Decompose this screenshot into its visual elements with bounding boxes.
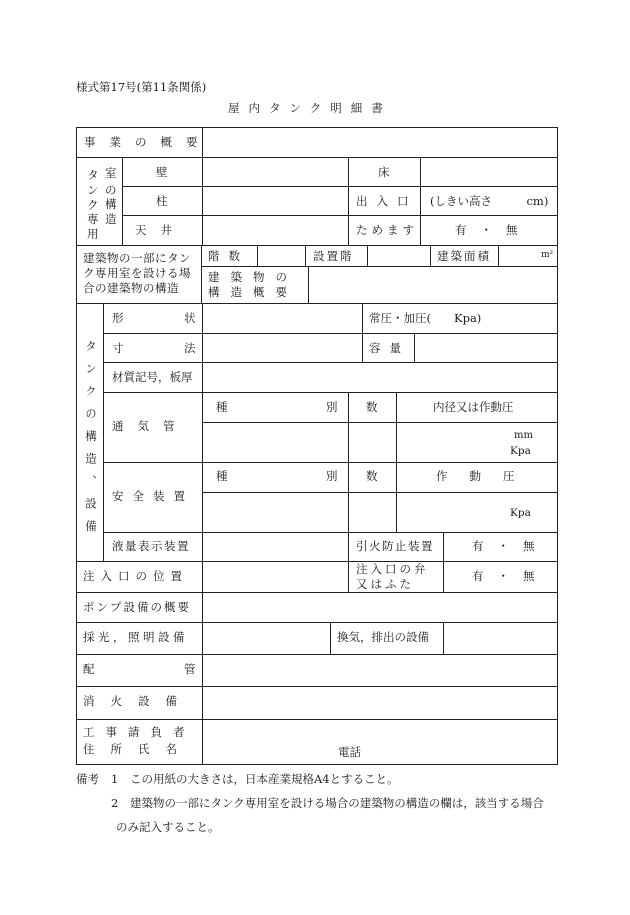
note-2-text-line2: のみ記入すること。 bbox=[116, 820, 220, 834]
building-part-label: 建築物の一部にタンク専用室を設ける場合の建築物の構造 bbox=[83, 251, 191, 295]
grid-line bbox=[76, 719, 558, 720]
unit-kpa-safety: Kpa bbox=[510, 507, 531, 519]
inlet-position-label: 注入口の位置 bbox=[83, 569, 188, 583]
grid-line bbox=[330, 622, 331, 654]
contractor-address-label: 住所氏名 bbox=[83, 742, 193, 756]
grid-line bbox=[76, 686, 558, 687]
note-1-number: 1 bbox=[111, 772, 119, 786]
page-title: 屋内タンク明細書 bbox=[228, 101, 392, 115]
install-floor-label: 設置階 bbox=[313, 249, 354, 263]
grid-line bbox=[348, 392, 349, 532]
grid-line bbox=[202, 422, 558, 423]
grid-line bbox=[202, 492, 558, 493]
grid-line bbox=[414, 333, 415, 362]
level-indicator-label: 液量表示装置 bbox=[112, 539, 190, 553]
pillar-label: 柱 bbox=[156, 194, 168, 208]
fire-equipment-label: 消火設備 bbox=[83, 694, 193, 708]
grid-line bbox=[122, 215, 558, 216]
ceiling-label: 天井 bbox=[135, 223, 186, 237]
vent-count-label: 数 bbox=[366, 400, 378, 414]
grid-line bbox=[202, 303, 203, 764]
capacity-label: 容量 bbox=[369, 341, 410, 355]
notes-label: 備考 bbox=[76, 772, 99, 786]
grid-line bbox=[430, 245, 431, 266]
grid-line bbox=[308, 266, 309, 303]
reservoir-label: ためます bbox=[356, 223, 418, 237]
tank-structure-label: タンクの構造、設備 bbox=[84, 340, 98, 543]
form-number: 様式第17号(第11条関係) bbox=[76, 80, 207, 94]
material-label: 材質記号，板厚 bbox=[112, 370, 193, 384]
ventilation-label: 換気，排出の設備 bbox=[337, 630, 429, 644]
grid-line bbox=[103, 362, 558, 363]
safety-count-label: 数 bbox=[366, 469, 378, 483]
inlet-valve-label: 注入口の弁又はふた bbox=[356, 562, 429, 591]
grid-line bbox=[76, 561, 558, 562]
grid-line bbox=[103, 532, 558, 533]
building-area-label: 建築面積 bbox=[437, 249, 491, 263]
shape-label-2: 状 bbox=[184, 311, 196, 325]
vent-pipe-label: 通気管 bbox=[112, 419, 189, 433]
table-border-right bbox=[557, 127, 558, 764]
grid-line bbox=[367, 245, 368, 266]
grid-line bbox=[348, 532, 349, 592]
grid-line bbox=[76, 303, 558, 304]
grid-line bbox=[103, 333, 558, 334]
grid-line bbox=[76, 654, 558, 655]
note-1-text: この用紙の大きさは，日本産業規格A4とすること。 bbox=[130, 772, 399, 786]
grid-line bbox=[76, 245, 558, 246]
dimension-label: 寸 bbox=[112, 341, 124, 355]
unit-kpa-vent: Kpa bbox=[510, 445, 531, 457]
note-2-text-line1: 建築物の一部にタンク専用室を設ける場合の建築物の構造の欄は，該当する場合 bbox=[130, 796, 544, 810]
grid-line bbox=[76, 157, 558, 158]
ignition-yes-no: 有・無 bbox=[472, 539, 549, 553]
safety-kind-label-2: 別 bbox=[326, 469, 338, 483]
wall-label: 壁 bbox=[156, 165, 168, 179]
unit-mm: mm bbox=[514, 430, 533, 441]
entrance-value: (しきい高さ cm) bbox=[430, 194, 549, 208]
grid-line bbox=[122, 157, 123, 245]
grid-line bbox=[305, 245, 306, 266]
grid-line bbox=[122, 186, 558, 187]
diameter-pressure-label: 内径又は作動圧 bbox=[433, 400, 514, 414]
grid-line bbox=[103, 462, 558, 463]
floor-label: 床 bbox=[378, 165, 390, 179]
grid-line bbox=[348, 157, 349, 245]
vent-kind-label-2: 別 bbox=[326, 400, 338, 414]
pump-outline-label: ポンプ設備の概要 bbox=[83, 600, 191, 614]
grid-line bbox=[202, 266, 558, 267]
grid-line bbox=[362, 303, 363, 362]
floors-label: 階数 bbox=[208, 249, 249, 263]
phone-label: 電話 bbox=[338, 745, 361, 759]
inlet-yes-no: 有・無 bbox=[472, 569, 549, 583]
table-border-bottom bbox=[76, 764, 558, 765]
grid-line bbox=[201, 245, 202, 303]
piping-label-2: 管 bbox=[184, 662, 196, 676]
lighting-label: 採光，照明設備 bbox=[83, 630, 188, 644]
business-outline-label: 事業の概要 bbox=[84, 135, 212, 149]
grid-line bbox=[443, 532, 444, 592]
contractor-label: 工事請負者 bbox=[83, 725, 196, 739]
grid-line bbox=[396, 392, 397, 532]
grid-line bbox=[76, 622, 558, 623]
operating-pressure-label: 作動圧 bbox=[436, 469, 537, 483]
grid-line bbox=[257, 245, 258, 266]
safety-device-label: 安全装置 bbox=[112, 489, 194, 503]
grid-line bbox=[443, 622, 444, 654]
safety-kind-label-1: 種 bbox=[216, 469, 228, 483]
piping-label-1: 配 bbox=[83, 662, 95, 676]
ignition-prevention-label: 引火防止装置 bbox=[356, 539, 434, 553]
table-border-top bbox=[76, 127, 558, 128]
grid-line bbox=[76, 592, 558, 593]
grid-line bbox=[103, 392, 558, 393]
table-border-left bbox=[76, 127, 77, 764]
vent-kind-label-1: 種 bbox=[216, 400, 228, 414]
area-unit: m² bbox=[541, 250, 554, 260]
grid-line bbox=[498, 245, 499, 266]
grid-line bbox=[420, 157, 421, 245]
pressure-label: 常圧・加圧( Kpa) bbox=[369, 311, 482, 325]
note-2-number: 2 bbox=[111, 796, 119, 810]
entrance-label: 出入口 bbox=[356, 194, 418, 208]
dimension-label-2: 法 bbox=[184, 341, 196, 355]
reservoir-yes-no: 有・無 bbox=[455, 223, 532, 237]
shape-label: 形 bbox=[112, 311, 124, 325]
grid-line bbox=[103, 303, 104, 561]
